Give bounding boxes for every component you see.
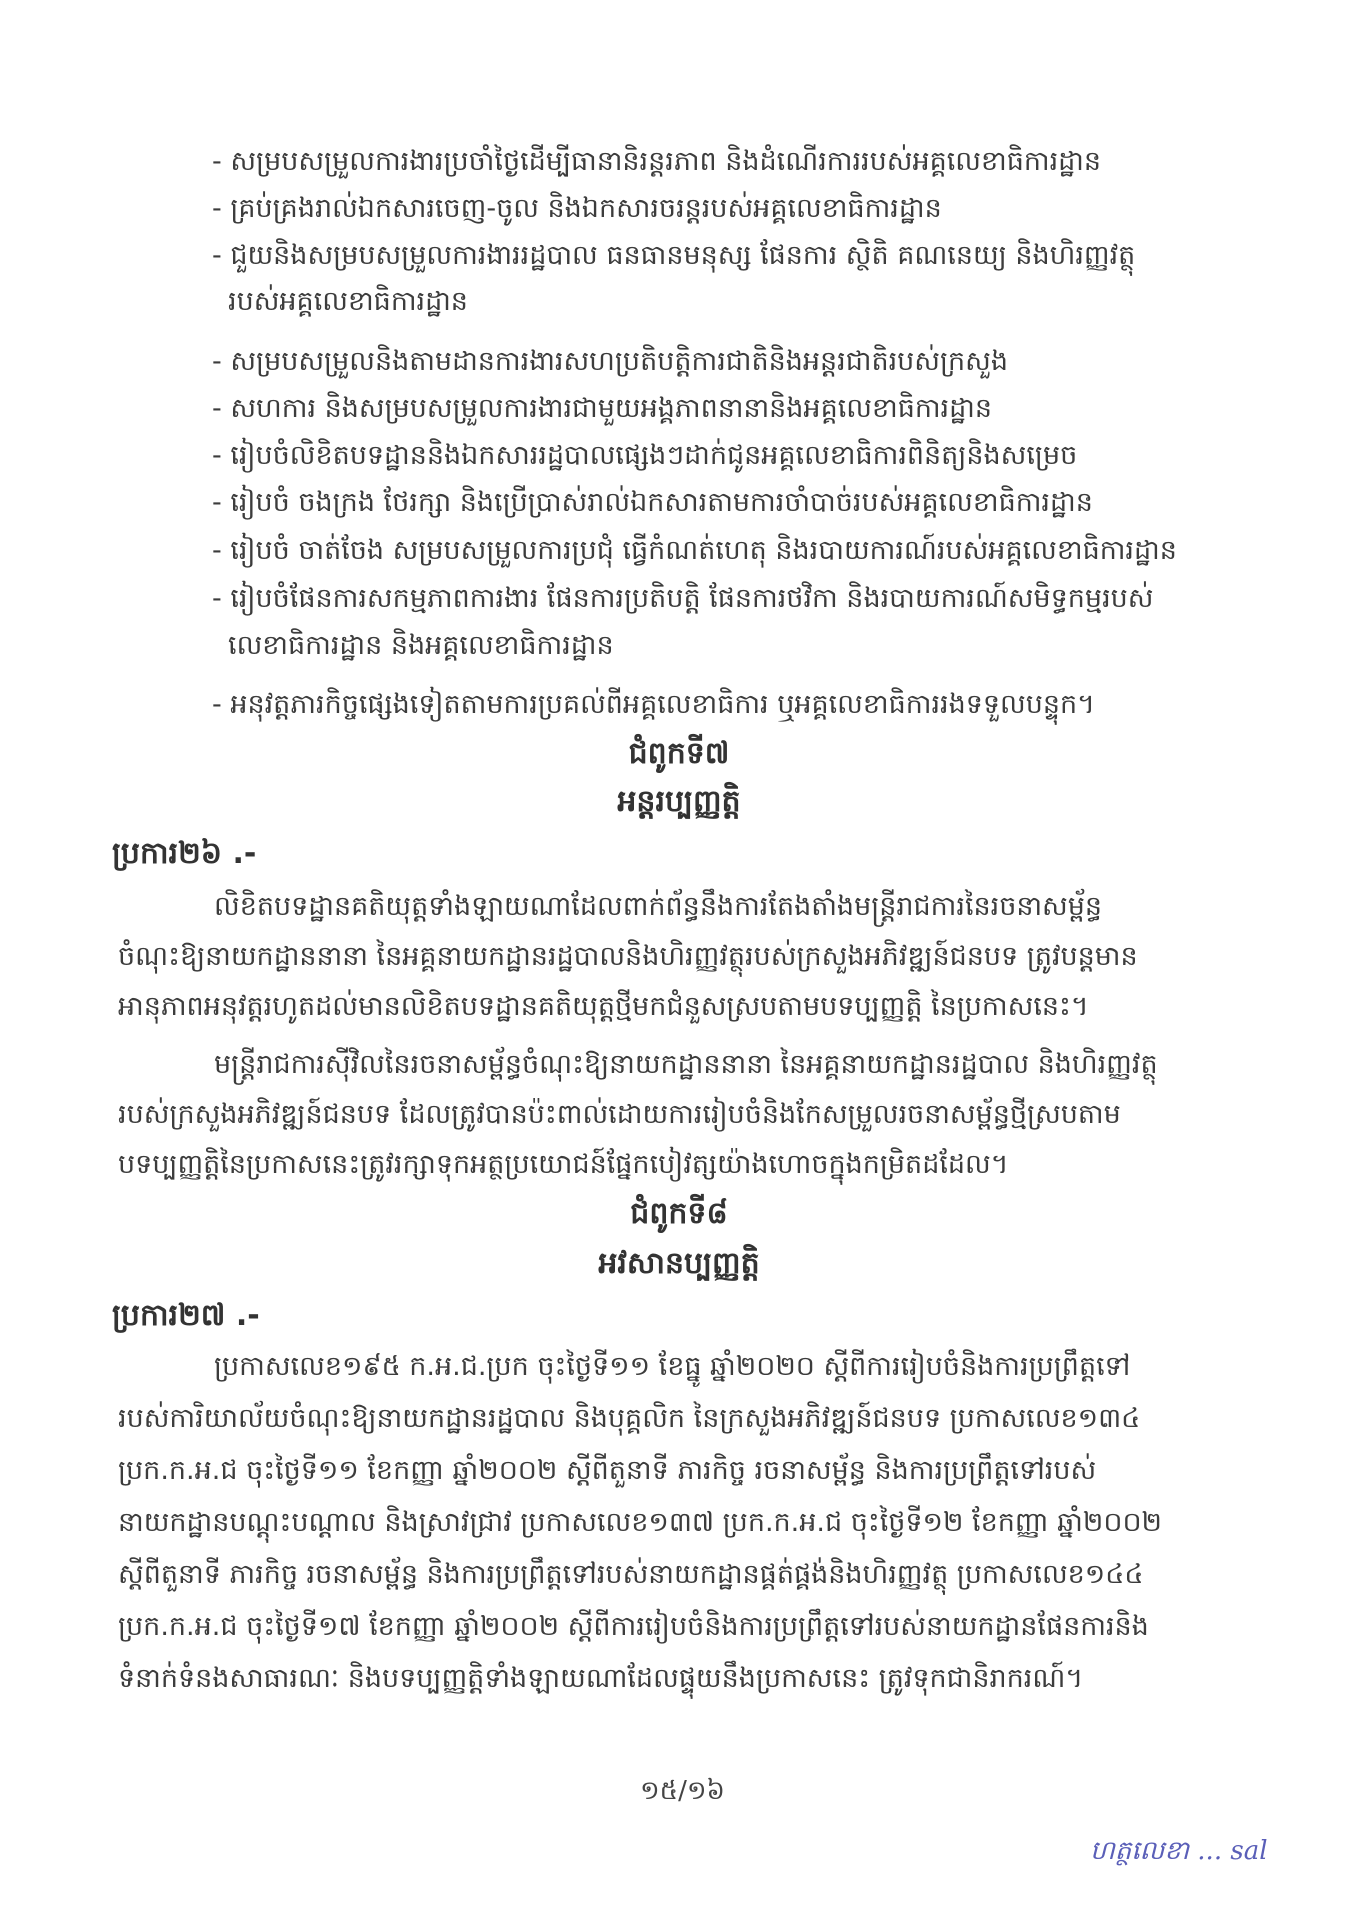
paragraph-line: នាយកដ្ឋានបណ្តុះបណ្តាល និងស្រាវជ្រាវ ប្រកាសលេខ១៣៧ ប្រក.ក.អ.ជ ចុះថ្ងៃទី១២ ខែកញ្ញា ឆ្នាំ២០០២ xyxy=(118,1507,1162,1538)
paragraph-line: ប្រកាសលេខ១៩៥ ក.អ.ជ.ប្រក ចុះថ្ងៃទី១១ ខែធ្នូ ឆ្នាំ២០២០ ស្តីពីការរៀបចំនិងការប្រព្រឹត្តទៅ xyxy=(214,1351,1131,1382)
chapter-subtitle: អន្តរប្បញ្ញត្តិ xyxy=(617,784,741,819)
article-heading: ប្រការ២៦ .- xyxy=(112,836,257,871)
bullet-continuation: លេខាធិការដ្ឋាន និងអគ្គលេខាធិការដ្ឋាន xyxy=(228,630,614,661)
bullet-item: - រៀបចំ ចាត់ចែង សម្របសម្រួលការប្រជុំ ធ្វើកំណត់ហេតុ និងរបាយការណ៍របស់អគ្គលេខាធិការដ្ឋាន xyxy=(212,535,1177,566)
bullet-item: - គ្រប់គ្រងរាល់ឯកសារចេញ-ចូល និងឯកសារចរន្តរបស់អគ្គលេខាធិការដ្ឋាន xyxy=(212,193,942,224)
chapter-title: ជំពូកទី៨ xyxy=(630,1196,728,1231)
bullet-item: - សហការ និងសម្របសម្រួលការងារជាមួយអង្គភាពនានានិងអគ្គលេខាធិការដ្ឋាន xyxy=(212,393,992,424)
paragraph-line: របស់ការិយាល័យចំណុះឱ្យនាយកដ្ឋានរដ្ឋបាល និងបុគ្គលិក នៃក្រសួងអភិវឌ្ឍន៍ជនបទ ប្រកាសលេខ១៣៤ xyxy=(118,1403,1141,1434)
bullet-item: - រៀបចំលិខិតបទដ្ឋាននិងឯកសាររដ្ឋបាលផ្សេងៗដាក់ជូនអគ្គលេខាធិការពិនិត្យនិងសម្រេច xyxy=(212,440,1078,471)
page-number: ១៥/១៦ xyxy=(640,1776,725,1806)
bullet-item: - សម្របសម្រួលនិងតាមដានការងារសហប្រតិបត្តិការជាតិនិងអន្តរជាតិរបស់ក្រសួង xyxy=(212,346,1009,377)
paragraph-line: ស្តីពីតួនាទី ភារកិច្ច រចនាសម្ព័ន្ធ និងការប្រព្រឹត្តទៅរបស់នាយកដ្ឋានផ្គត់ផ្គង់និងហិរញ្ញវត្ថុ ប្រកាសលេខ១៤៤ xyxy=(118,1559,1144,1590)
bullet-item: - រៀបចំផែនការសកម្មភាពការងារ ផែនការប្រតិបត្តិ ផែនការថវិកា និងរបាយការណ៍សមិទ្ធកម្មរបស់ xyxy=(212,583,1154,614)
handwritten-signature: ហត្ថលេខា ... sal xyxy=(1090,1836,1268,1866)
bullet-item: - សម្របសម្រួលការងារប្រចាំថ្ងៃដើម្បីធានានិរន្តរភាព និងដំណើរការរបស់អគ្គលេខាធិការដ្ឋាន xyxy=(212,146,1101,177)
paragraph-line: អានុភាពអនុវត្តរហូតដល់មានលិខិតបទដ្ឋានគតិយុត្តថ្មីមកជំនួសស្របតាមបទប្បញ្ញត្តិ នៃប្រកាសនេះ។ xyxy=(118,991,1089,1022)
paragraph-line: ប្រក.ក.អ.ជ ចុះថ្ងៃទី១១ ខែកញ្ញា ឆ្នាំ២០០២ ស្តីពីតួនាទី ភារកិច្ច រចនាសម្ព័ន្ធ និងការប្រព្រឹត្តទៅរបស់ xyxy=(118,1455,1097,1486)
bullet-continuation: របស់អគ្គលេខាធិការដ្ឋាន xyxy=(228,286,468,317)
bullet-item: - ជួយនិងសម្របសម្រួលការងាររដ្ឋបាល ធនធានមនុស្ស ផែនការ ស្ថិតិ គណនេយ្យ និងហិរញ្ញវត្ថុ xyxy=(212,240,1136,271)
bullet-item: - អនុវត្តភារកិច្ចផ្សេងទៀតតាមការប្រគល់ពីអគ្គលេខាធិការ ឬអគ្គលេខាធិការរងទទួលបន្ទុក។ xyxy=(212,689,1095,720)
paragraph-line: របស់ក្រសួងអភិវឌ្ឍន៍ជនបទ ដែលត្រូវបានប៉ះពាល់ដោយការរៀបចំនិងកែសម្រួលរចនាសម្ព័ន្ធថ្មីស្របតាម xyxy=(118,1099,1121,1130)
paragraph-line: ប្រក.ក.អ.ជ ចុះថ្ងៃទី១៧ ខែកញ្ញា ឆ្នាំ២០០២ ស្តីពីការរៀបចំនិងការប្រព្រឹត្តទៅរបស់នាយកដ្ឋានផែនការនិង xyxy=(118,1611,1149,1642)
chapter-title: ជំពូកទី៧ xyxy=(628,736,730,771)
article-heading: ប្រការ២៧ .- xyxy=(112,1298,260,1333)
chapter-subtitle: អវសានប្បញ្ញត្តិ xyxy=(598,1246,760,1281)
paragraph-line: ទំនាក់ទំនងសាធារណៈ និងបទប្បញ្ញត្តិទាំងឡាយណាដែលផ្ទុយនឹងប្រកាសនេះ ត្រូវទុកជានិរាករណ៍។ xyxy=(118,1663,1084,1694)
paragraph-line: លិខិតបទដ្ឋានគតិយុត្តទាំងឡាយណាដែលពាក់ព័ន្ធនឹងការតែងតាំងមន្ត្រីរាជការនៃរចនាសម្ព័ន្ធ xyxy=(214,891,1103,922)
paragraph-line: ចំណុះឱ្យនាយកដ្ឋាននានា នៃអគ្គនាយកដ្ឋានរដ្ឋបាលនិងហិរញ្ញវត្ថុរបស់ក្រសួងអភិវឌ្ឍន៍ជនបទ ត្រូវបន្តមាន xyxy=(118,941,1138,972)
bullet-item: - រៀបចំ ចងក្រង ថែរក្សា និងប្រើប្រាស់រាល់ឯកសារតាមការចាំបាច់របស់អគ្គលេខាធិការដ្ឋាន xyxy=(212,487,1093,518)
paragraph-line: មន្ត្រីរាជការស៊ីវិលនៃរចនាសម្ព័ន្ធចំណុះឱ្យនាយកដ្ឋាននានា នៃអគ្គនាយកដ្ឋានរដ្ឋបាល និងហិរញ្ញវត្ថុ xyxy=(214,1049,1158,1080)
paragraph-line: បទប្បញ្ញត្តិនៃប្រកាសនេះត្រូវរក្សាទុកអត្ថប្រយោជន៍ផ្នែកបៀវត្សយ៉ាងហោចក្នុងកម្រិតដដែល។ xyxy=(118,1149,1009,1180)
